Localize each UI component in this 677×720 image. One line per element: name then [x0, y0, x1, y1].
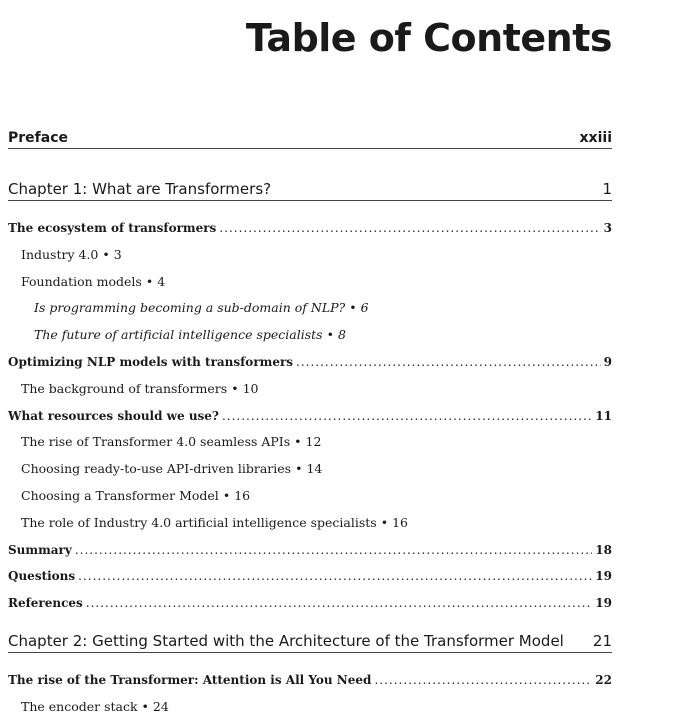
heading-label: Preface	[8, 130, 68, 146]
toc-entry-title: The rise of the Transformer: Attention is All You Need	[8, 673, 372, 687]
toc-entry-title: What resources should we use?	[8, 408, 219, 423]
toc-entry-title: The rise of Transformer 4.0 seamless APIs	[21, 434, 291, 450]
toc-entry[interactable]	[8, 671, 612, 689]
toc-entry[interactable]	[8, 567, 612, 585]
bullet-icon: •	[380, 514, 389, 530]
bullet-icon: •	[326, 327, 334, 343]
heading-page-number: xxiii	[579, 130, 612, 146]
toc-entry-title: Industry 4.0	[21, 246, 99, 262]
toc-entry[interactable]	[8, 273, 612, 291]
heading-label: Chapter 1: What are Transformers?	[8, 180, 272, 198]
toc-entry-title: Foundation models	[21, 273, 142, 289]
bullet-icon: •	[231, 380, 239, 396]
toc-entry[interactable]	[8, 326, 612, 344]
toc-heading-chapter-1[interactable]	[8, 180, 612, 201]
heading-page-number: 21	[592, 632, 612, 650]
toc-entry-page-number: 19	[595, 596, 612, 611]
heading-page-number: 1	[602, 180, 612, 198]
dot-leader	[296, 353, 601, 371]
toc-entry-page-number: 4	[157, 273, 166, 289]
heading-label: Chapter 2: Getting Started with the Architecture of the Transformer Model	[8, 632, 564, 650]
toc-entry-title: The background of transformers	[21, 380, 228, 396]
toc-entry[interactable]	[8, 246, 612, 264]
toc-entry[interactable]	[8, 433, 612, 451]
dot-leader	[78, 567, 592, 585]
toc-entry[interactable]	[8, 698, 612, 716]
toc-entry-page-number: 9	[603, 355, 612, 369]
toc-entry[interactable]	[8, 594, 612, 612]
toc-entry-page-number: 19	[595, 569, 612, 584]
dot-leader	[374, 671, 592, 689]
page-title: Table of Contents	[245, 16, 612, 60]
toc-entry-page-number: 10	[242, 380, 259, 396]
dot-leader	[75, 541, 592, 559]
toc-entry[interactable]	[8, 460, 612, 478]
bullet-icon: •	[349, 300, 357, 316]
dot-leader	[222, 407, 592, 425]
toc-entry-page-number: 8	[337, 327, 346, 343]
toc-entry-page-number: 24	[152, 699, 169, 714]
toc-entry-page-number: 3	[603, 221, 612, 235]
toc-entry-title: The future of artificial intelligence specialists	[34, 327, 323, 343]
bullet-icon: •	[145, 273, 154, 289]
toc-entry-page-number: 18	[595, 542, 612, 557]
bullet-icon: •	[102, 246, 110, 262]
toc-entry-page-number: 6	[360, 300, 369, 316]
toc-entry-page-number: 14	[306, 461, 323, 477]
toc-entry-page-number: 3	[113, 246, 122, 262]
toc-entry-title: Choosing a Transformer Model	[21, 488, 219, 503]
bullet-icon: •	[294, 434, 302, 450]
toc-entry[interactable]	[8, 487, 612, 505]
toc-entry-page-number: 16	[234, 488, 251, 503]
toc-entry[interactable]	[8, 407, 612, 425]
toc-entry-page-number: 22	[595, 673, 612, 687]
toc-entry-title: References	[8, 596, 83, 611]
bullet-icon: •	[141, 699, 149, 714]
toc-entry-page-number: 16	[392, 514, 408, 530]
toc-entry-title: Summary	[8, 542, 72, 557]
toc-entry-title: Is programming becoming a sub-domain of NLP?	[34, 300, 346, 316]
toc-entry[interactable]	[8, 541, 612, 559]
toc-entry-title: Choosing ready-to-use API-driven libraries	[21, 461, 292, 477]
toc-entry[interactable]	[8, 219, 612, 237]
dot-leader	[219, 219, 600, 237]
toc-entry-title: The ecosystem of transformers	[8, 221, 217, 235]
toc-entry[interactable]	[8, 514, 612, 532]
bullet-icon: •	[222, 488, 231, 503]
toc-entry-title: Optimizing NLP models with transformers	[8, 355, 294, 369]
toc-heading-preface[interactable]	[8, 130, 612, 149]
dot-leader	[86, 594, 593, 612]
toc-entry[interactable]	[8, 353, 612, 371]
toc-entry-title: Questions	[8, 569, 76, 584]
toc-entry[interactable]	[8, 380, 612, 398]
toc-entry-page-number: 12	[305, 434, 322, 450]
bullet-icon: •	[295, 461, 303, 477]
toc-heading-chapter-2[interactable]	[8, 632, 612, 653]
toc-entry-page-number: 11	[595, 408, 612, 423]
toc-entry-title: The role of Industry 4.0 artificial intelligence specialists	[21, 514, 377, 530]
toc-entry[interactable]	[8, 299, 612, 317]
toc-entry-title: The encoder stack	[21, 699, 138, 714]
